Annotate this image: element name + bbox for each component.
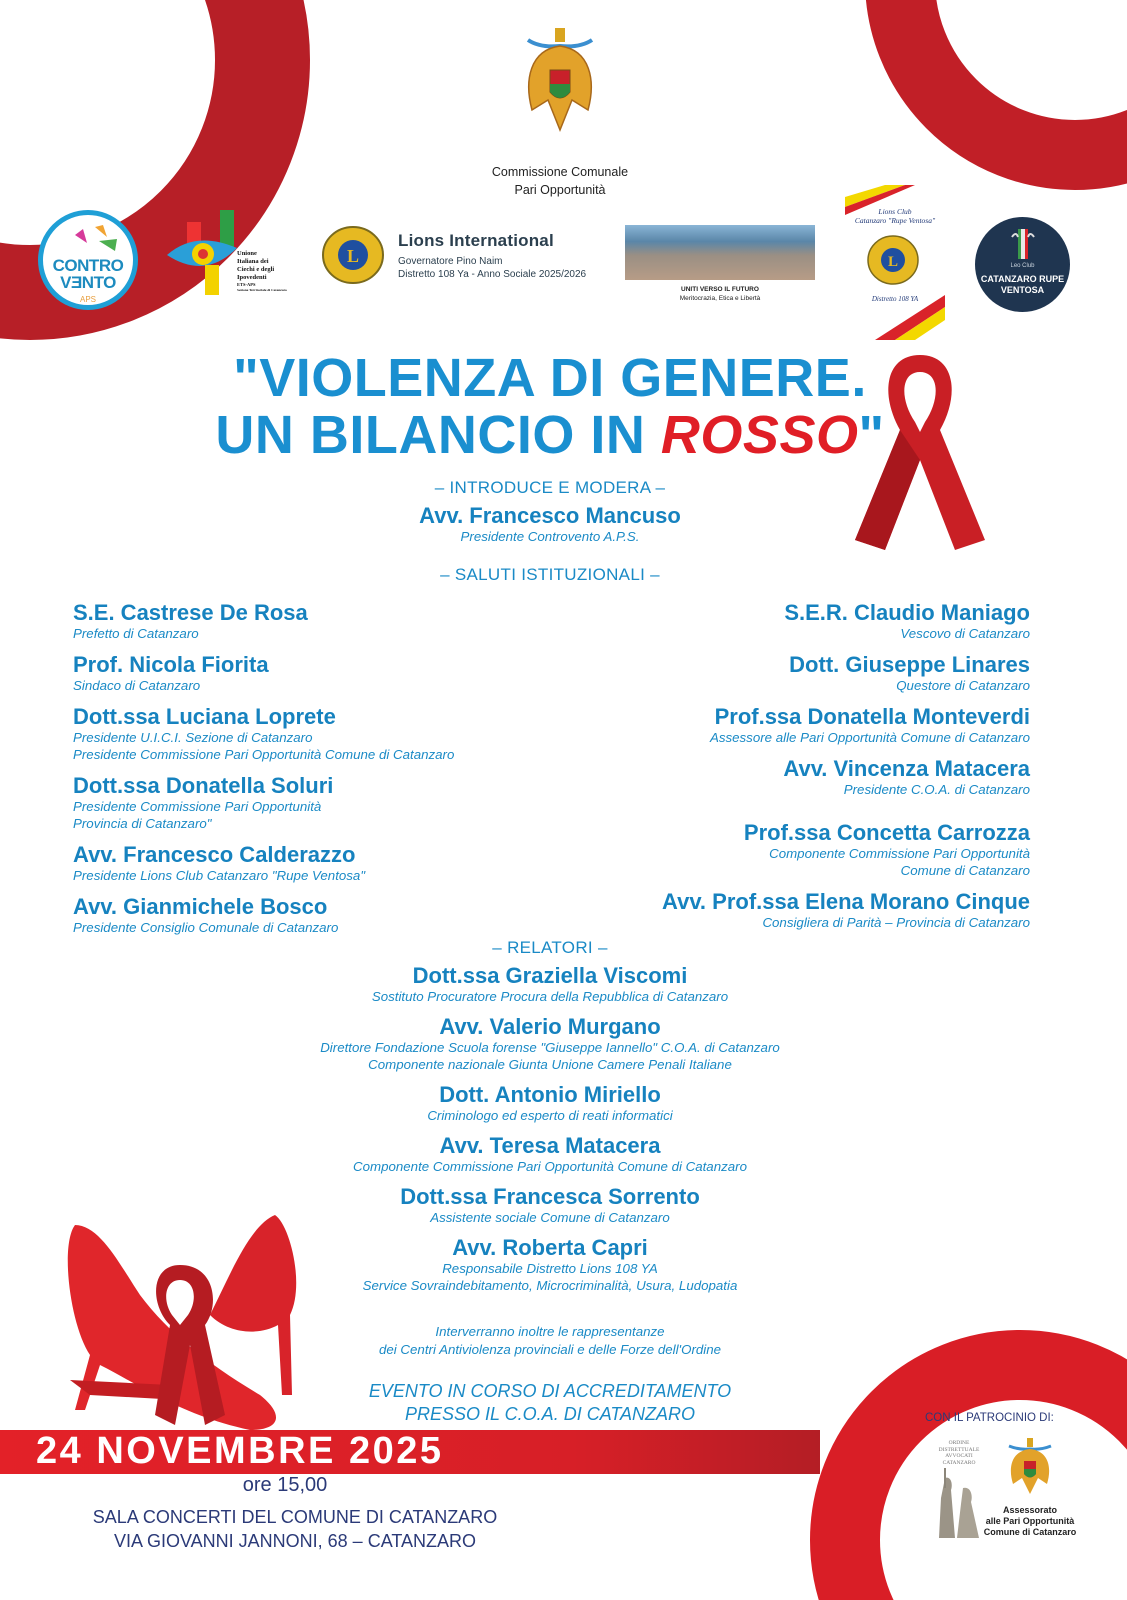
speaker-name: Dott.ssa Francesca Sorrento	[400, 1184, 700, 1209]
assessorato-line-2: alle Pari Opportunità	[985, 1516, 1075, 1526]
speaker-role: Direttore Fondazione Scuola forense "Giuseppe Iannello" C.O.A. di Catanzaro	[320, 1040, 780, 1055]
commission-line-1: Commissione Comunale	[491, 165, 629, 179]
person-name: Avv. Francesco Calderazzo	[73, 842, 356, 867]
speaker-role: Assistente sociale Comune di Catanzaro	[430, 1210, 670, 1225]
comune-coat-of-arms-icon	[1005, 1436, 1055, 1496]
person-role: Vescovo di Catanzaro	[900, 626, 1030, 641]
event-time: ore 15,00	[242, 1474, 328, 1496]
greetings-left-column	[73, 600, 593, 946]
person-role: Presidente Commissione Pari Opportunità	[73, 799, 322, 814]
event-date: 24 NOVEMBRE 2025	[36, 1430, 444, 1472]
person-role: Presidente Consiglio Comunale di Catanzaro	[73, 920, 339, 935]
person-name: Dott. Giuseppe Linares	[789, 652, 1030, 677]
uici-line: Italiana dei	[237, 258, 269, 265]
leo-club-name-2: VENTOSA	[1000, 285, 1045, 295]
greeting-person	[560, 704, 1030, 746]
person-name: Avv. Vincenza Matacera	[783, 756, 1030, 781]
leo-emblem-icon	[1010, 227, 1036, 261]
moderator	[0, 503, 1100, 545]
leo-club-logo	[975, 217, 1070, 312]
person-role: Presidente Commissione Pari Opportunità Comune di Catanzaro	[73, 747, 455, 762]
uici-line: ETS-APS	[237, 282, 256, 287]
greeting-person	[73, 894, 593, 936]
greeting-person	[560, 652, 1030, 694]
speaker-name: Avv. Roberta Capri	[452, 1235, 648, 1260]
speaker-role: Criminologo ed esperto di reati informatici	[427, 1108, 673, 1123]
commission-label	[440, 163, 680, 199]
uici-logo	[165, 210, 300, 300]
person-name: Dott.ssa Luciana Loprete	[73, 704, 336, 729]
speaker-role: Componente Commissione Pari Opportunità Comune di Catanzaro	[353, 1159, 747, 1174]
interventions-line-1: Interverranno inoltre le rappresentanze	[435, 1324, 665, 1339]
controvento-aps: APS	[79, 295, 96, 304]
moderator-section-label: – INTRODUCE E MODERA –	[434, 478, 666, 497]
speaker-name: Dott. Antonio Miriello	[439, 1082, 661, 1107]
greeting-person	[73, 773, 593, 832]
person-name: Avv. Gianmichele Bosco	[73, 894, 328, 919]
title-highlight-rosso: ROSSO	[660, 405, 859, 465]
lions-club-rupe-ventosa-logo	[845, 185, 945, 340]
lions-club-name-2: Catanzaro "Rupe Ventosa"	[854, 216, 936, 225]
person-role: Presidente C.O.A. di Catanzaro	[843, 782, 1030, 797]
leo-club-small: Leo Club	[1010, 263, 1035, 269]
svg-text:L: L	[887, 254, 899, 270]
lions-governor: Governatore Pino Naim	[398, 256, 503, 267]
ordine-line: AVVOCATI	[945, 1453, 973, 1459]
speaker-role: Componente nazionale Giunta Unione Camere Penali Italiane	[368, 1057, 732, 1072]
uici-eye-icon	[165, 210, 240, 300]
greetings-section-label: – SALUTI ISTITUZIONALI –	[440, 565, 660, 584]
person-role: Questore di Catanzaro	[896, 678, 1030, 693]
speaker	[0, 1133, 1100, 1175]
lions-club-name-1: Lions Club	[878, 207, 912, 216]
person-name: S.E. Castrese De Rosa	[73, 600, 308, 625]
origami-birds-icon	[73, 225, 123, 255]
event-title	[190, 350, 910, 464]
title-line-1: "VIOLENZA DI GENERE.	[233, 348, 867, 408]
person-role: Provincia di Catanzaro"	[73, 816, 212, 831]
speaker-name: Avv. Valerio Murgano	[439, 1014, 661, 1039]
person-name: Dott.ssa Donatella Soluri	[73, 773, 334, 798]
ordine-line: CATANZARO	[942, 1459, 976, 1466]
uniti-verso-il-futuro-image	[625, 225, 815, 280]
ordine-line: DISTRETTUALE	[938, 1446, 980, 1453]
ordine-avvocati-text	[934, 1440, 984, 1466]
speaker	[0, 963, 1100, 1005]
greeting-person	[73, 600, 593, 642]
person-name: S.E.R. Claudio Maniago	[784, 600, 1030, 625]
lions-club-name	[845, 207, 945, 225]
uici-line: Sezione Territoriale di Catanzaro	[237, 288, 287, 292]
greeting-person	[560, 600, 1030, 642]
venue-line-1: SALA CONCERTI DEL COMUNE DI CATANZARO	[92, 1507, 498, 1527]
speaker-role: Service Sovraindebitamento, Microcriminalità, Usura, Ludopatia	[362, 1278, 738, 1293]
svg-text:L: L	[346, 246, 360, 266]
uici-text	[237, 250, 287, 293]
event-venue	[60, 1505, 530, 1553]
greetings-right-column	[560, 600, 1030, 941]
speaker-name: Dott.ssa Graziella Viscomi	[412, 963, 688, 988]
person-name: Prof.ssa Donatella Monteverdi	[714, 704, 1030, 729]
title-line-2	[190, 407, 910, 464]
person-role: Presidente U.I.C.I. Sezione di Catanzaro	[73, 730, 313, 745]
greeting-person	[73, 652, 593, 694]
uici-line: Ipovedenti	[237, 274, 267, 281]
speaker-name: Avv. Teresa Matacera	[439, 1133, 661, 1158]
uniti-verso-il-futuro-text	[620, 285, 820, 303]
leo-club-name-1: CATANZARO RUPE	[980, 274, 1065, 284]
person-role: Consigliera di Parità – Provincia di Catanzaro	[762, 915, 1030, 930]
greeting-person	[73, 842, 593, 884]
moderator-role: Presidente Controvento A.P.S.	[460, 529, 640, 544]
controvento-line-2: VƎNTO	[60, 273, 116, 292]
ordine-line: ORDINE	[948, 1440, 970, 1446]
red-shoes-ribbon-image	[30, 1185, 300, 1430]
speakers-section-label: – RELATORI –	[492, 938, 608, 957]
interventions-line-2: dei Centri Antiviolenza provinciali e delle Forze dell'Ordine	[378, 1342, 722, 1357]
uici-line: Ciechi e degli	[237, 266, 275, 273]
patronage-label: CON IL PATROCINIO DI:	[925, 1412, 1054, 1424]
speaker-role: Sostituto Procuratore Procura della Repubblica di Catanzaro	[371, 989, 729, 1004]
greeting-person	[560, 756, 1030, 798]
moderator-name: Avv. Francesco Mancuso	[419, 503, 681, 528]
speaker-role: Responsabile Distretto Lions 108 YA	[442, 1261, 658, 1276]
person-role: Sindaco di Catanzaro	[73, 678, 201, 693]
accreditation-line-1: EVENTO IN CORSO DI ACCREDITAMENTO	[368, 1381, 732, 1401]
greeting-person	[560, 820, 1030, 879]
lions-international-text	[398, 231, 586, 281]
assessorato-line-1: Assessorato	[1002, 1505, 1058, 1515]
uniti-line-1: UNITI VERSO IL FUTURO	[681, 286, 759, 293]
title-line-2-suffix: "	[858, 405, 885, 465]
person-role: Assessore alle Pari Opportunità Comune di Catanzaro	[709, 730, 1030, 745]
speaker	[0, 1082, 1100, 1124]
accreditation-line-2: PRESSO IL C.O.A. DI CATANZARO	[404, 1404, 696, 1424]
assessorato-label	[975, 1505, 1085, 1538]
greeting-person	[73, 704, 593, 763]
person-name: Prof.ssa Concetta Carrozza	[743, 820, 1030, 845]
commission-line-2: Pari Opportunità	[514, 183, 606, 197]
title-line-2-prefix: UN BILANCIO IN	[215, 405, 661, 465]
leo-club-name	[975, 274, 1070, 296]
lions-international-emblem-icon	[320, 225, 386, 285]
lions-club-district: Distretto 108 YA	[871, 295, 919, 303]
person-role: Componente Commissione Pari Opportunità	[769, 846, 1030, 861]
greeting-person	[560, 889, 1030, 931]
uniti-line-2: Meritocrazia, Etica e Libertà	[679, 295, 761, 302]
person-role: Prefetto di Catanzaro	[73, 626, 199, 641]
person-name: Prof. Nicola Fiorita	[73, 652, 269, 677]
coat-of-arms-icon	[520, 20, 600, 140]
lions-international-title: Lions International	[398, 231, 554, 250]
uici-line: Unione	[237, 250, 257, 257]
controvento-logo	[38, 210, 138, 310]
assessorato-line-3: Comune di Catanzaro	[983, 1527, 1077, 1537]
speaker	[0, 1014, 1100, 1073]
person-role: Presidente Lions Club Catanzaro "Rupe Ventosa"	[73, 868, 366, 883]
controvento-line-1: CONTRO	[52, 256, 124, 275]
venue-line-2: VIA GIOVANNI JANNONI, 68 – CATANZARO	[113, 1531, 477, 1551]
person-name: Avv. Prof.ssa Elena Morano Cinque	[662, 889, 1030, 914]
person-role: Comune di Catanzaro	[900, 863, 1030, 878]
decorative-ring-top-right	[865, 0, 1127, 190]
lions-district: Distretto 108 Ya - Anno Sociale 2025/2026	[398, 269, 587, 280]
